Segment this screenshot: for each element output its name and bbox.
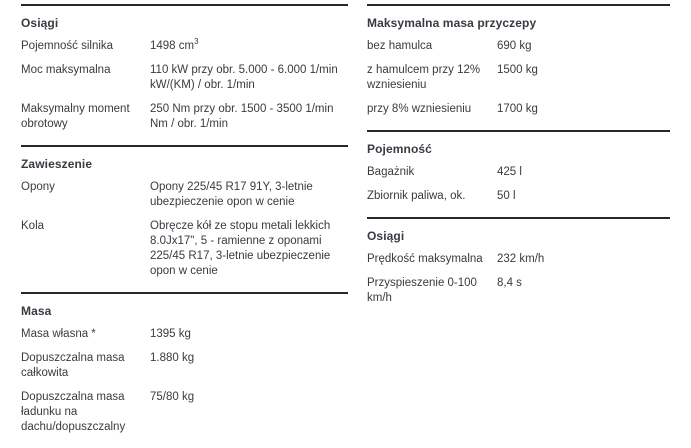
spec-row: [21, 351, 348, 381]
spec-row: [21, 102, 348, 132]
spec-label: Pojemność silnika: [21, 40, 114, 52]
spec-label: Prędkość maksymalna: [367, 253, 483, 265]
section-title: Pojemność: [367, 142, 432, 156]
section-osiagi-left: [21, 4, 348, 145]
spec-label: bez hamulca: [367, 40, 433, 52]
spec-row: [367, 165, 670, 180]
spec-value: 1395 kg: [150, 328, 191, 340]
spec-row: [367, 102, 670, 117]
section-title: Osiągi: [21, 16, 59, 30]
spec-label: Maksymalny moment obrotowy: [21, 103, 130, 130]
spec-value: 232 km/h: [497, 253, 545, 265]
spec-label: Opony: [21, 181, 55, 193]
spec-label: Masa własna *: [21, 328, 96, 340]
spec-row: [21, 327, 348, 342]
spec-value: 425 l: [497, 166, 522, 178]
section-title: Osiągi: [367, 229, 405, 243]
spec-label: Dopuszczalna masa ładunku na dachu/dopuszczalny: [21, 391, 126, 433]
spec-row: [21, 39, 348, 54]
spec-row: [367, 39, 670, 54]
spec-value: 110 kW przy obr. 5.000 - 6.000 1/min kW/(KM) / obr. 1/min: [150, 64, 338, 91]
section-maksymalna-masa-przyczepy: [367, 4, 670, 130]
spec-value: 1700 kg: [497, 103, 538, 115]
spec-label: przy 8% wzniesieniu: [367, 103, 472, 115]
spec-value: 690 kg: [497, 40, 532, 52]
spec-label: Dopuszczalna masa całkowita: [21, 352, 125, 379]
spec-value: Obręcze kół ze stopu metali lekkich 8.0Jx17", 5 - ramienne z oponami 225/45 R17, 3-letnie ubezpieczenie opon w cenie: [150, 220, 331, 277]
spec-label: Moc maksymalna: [21, 64, 111, 76]
section-zawieszenie: [21, 145, 348, 292]
section-osiagi-right: [367, 217, 670, 319]
spec-row: [367, 276, 670, 306]
section-title: Zawieszenie: [21, 157, 93, 171]
spec-label: Przyspieszenie 0-100 km/h: [367, 277, 477, 304]
spec-row: [21, 219, 348, 279]
superscript: 3: [194, 37, 199, 47]
spec-row: [21, 180, 348, 210]
spec-label: z hamulcem przy 12% wzniesieniu: [367, 64, 481, 91]
spec-label: Kola: [21, 220, 45, 232]
spec-label: Zbiornik paliwa, ok.: [367, 190, 466, 202]
spec-row: [367, 63, 670, 93]
spec-row: [367, 252, 670, 267]
spec-column-right: [367, 4, 670, 448]
spec-row: [367, 189, 670, 204]
spec-value-text: 1498 cm: [150, 40, 195, 52]
spec-value: 50 l: [497, 190, 516, 202]
section-masa: [21, 292, 348, 448]
spec-label: Bagażnik: [367, 166, 415, 178]
section-pojemnosc: [367, 130, 670, 217]
spec-column-left: [21, 4, 348, 448]
spec-value: 1500 kg: [497, 64, 538, 76]
spec-row: [21, 390, 348, 435]
spec-value: 75/80 kg: [150, 391, 195, 403]
section-title: Masa: [21, 304, 52, 318]
spec-value: 1.880 kg: [150, 352, 195, 364]
section-title: Maksymalna masa przyczepy: [367, 16, 537, 30]
spec-value: Opony 225/45 R17 91Y, 3-letnie ubezpieczenie opon w cenie: [150, 181, 313, 208]
spec-value: 250 Nm przy obr. 1500 - 3500 1/min Nm / obr. 1/min: [150, 103, 334, 130]
spec-value: [150, 39, 348, 54]
spec-value: 8,4 s: [497, 277, 522, 289]
spec-row: [21, 63, 348, 93]
